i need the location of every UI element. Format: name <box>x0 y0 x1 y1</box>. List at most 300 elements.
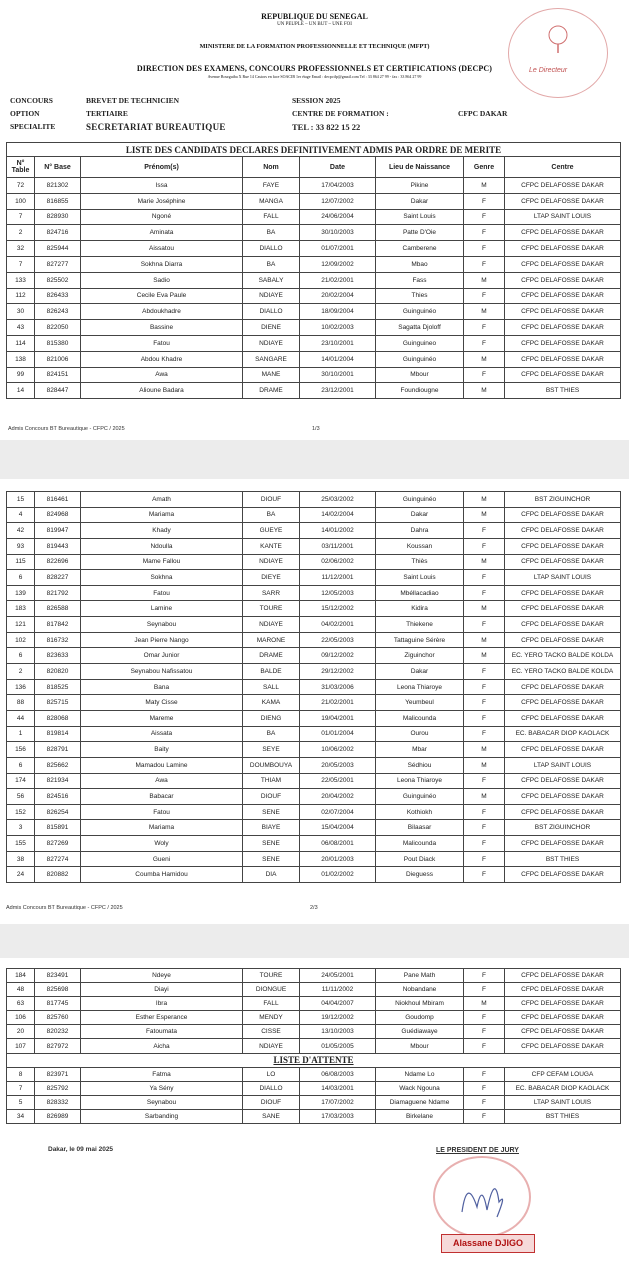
cell-date: 02/07/2004 <box>300 804 376 820</box>
cell-nom: FAYE <box>243 178 300 194</box>
cell-lieu: Diamaguene Ndame <box>376 1095 464 1109</box>
table-row <box>7 523 621 539</box>
cell-prenom: Coumba Hamidou <box>81 867 243 883</box>
cell-centre: CFPC DELAFOSSE DAKAR <box>505 241 621 257</box>
cell-prenom: Diayi <box>81 983 243 997</box>
cell-prenom: Aicha <box>81 1039 243 1053</box>
cell-prenom: Ngoné <box>81 209 243 225</box>
cell-lieu: Dieguess <box>376 867 464 883</box>
cell-prenom: Mame Fallou <box>81 554 243 570</box>
cell-base: 816732 <box>35 632 81 648</box>
cell-table: 48 <box>7 983 35 997</box>
cell-base: 825792 <box>35 1081 81 1095</box>
cell-lieu: Dakar <box>376 507 464 523</box>
cell-prenom: Awa <box>81 367 243 383</box>
cell-base: 821006 <box>35 351 81 367</box>
cell-prenom: Aminata <box>81 225 243 241</box>
cell-base: 819947 <box>35 523 81 539</box>
cell-lieu: Kothiokh <box>376 804 464 820</box>
table-row <box>7 983 621 997</box>
cell-lieu: Pane Math <box>376 969 464 983</box>
cell-lieu: Saint Louis <box>376 209 464 225</box>
cell-nom: THIAM <box>243 773 300 789</box>
cell-table: 136 <box>7 679 35 695</box>
cell-lieu: Mbéllacadiao <box>376 585 464 601</box>
table-row <box>7 225 621 241</box>
cell-nom: DIALLO <box>243 304 300 320</box>
cell-centre: EC. BABACAR DIOP KAOLACK <box>505 1081 621 1095</box>
cell-date: 04/02/2001 <box>300 617 376 633</box>
table-row <box>7 710 621 726</box>
cell-lieu: Sagatta Djoloff <box>376 320 464 336</box>
cell-prenom: Mamadou Lamine <box>81 757 243 773</box>
cell-prenom: Fatou <box>81 585 243 601</box>
cell-date: 14/01/2004 <box>300 351 376 367</box>
cell-centre: CFPC DELAFOSSE DAKAR <box>505 617 621 633</box>
cell-nom: BA <box>243 256 300 272</box>
cell-base: 817745 <box>35 997 81 1011</box>
table-row <box>7 773 621 789</box>
cell-lieu: Guinguinéo <box>376 304 464 320</box>
cell-base: 815380 <box>35 335 81 351</box>
cell-centre: CFPC DELAFOSSE DAKAR <box>505 632 621 648</box>
cell-nom: DIEYE <box>243 570 300 586</box>
col-centre: Centre <box>505 157 621 178</box>
table-row <box>7 664 621 680</box>
cell-date: 22/05/2003 <box>300 632 376 648</box>
cell-lieu: Guinguinéo <box>376 492 464 508</box>
table-row <box>7 570 621 586</box>
cell-genre: F <box>464 335 505 351</box>
cell-date: 02/06/2002 <box>300 554 376 570</box>
cell-lieu: Niokhoul Mbiram <box>376 997 464 1011</box>
cell-centre: LTAP SAINT LOUIS <box>505 570 621 586</box>
cell-genre: F <box>464 820 505 836</box>
cell-centre: BST ZIGUINCHOR <box>505 492 621 508</box>
cell-genre: M <box>464 997 505 1011</box>
table-row <box>7 1067 621 1081</box>
cell-prenom: Sarbanding <box>81 1109 243 1123</box>
cell-centre: CFPC DELAFOSSE DAKAR <box>505 804 621 820</box>
cell-date: 17/04/2003 <box>300 178 376 194</box>
cell-centre: EC. BABACAR DIOP KAOLACK <box>505 726 621 742</box>
cell-lieu: Ndame Lo <box>376 1067 464 1081</box>
cell-prenom: Bana <box>81 679 243 695</box>
cell-base: 822696 <box>35 554 81 570</box>
signature-scribble <box>437 1162 527 1232</box>
cell-genre: F <box>464 193 505 209</box>
cell-genre: F <box>464 585 505 601</box>
table-row <box>7 178 621 194</box>
cell-lieu: Fass <box>376 272 464 288</box>
direction-title: DIRECTION DES EXAMENS, CONCOURS PROFESSIONNELS ET CERTIFICATIONS (DECPC) <box>136 64 493 73</box>
cell-date: 14/02/2004 <box>300 507 376 523</box>
cell-prenom: Gueni <box>81 851 243 867</box>
cell-lieu: Mbour <box>376 367 464 383</box>
cell-lieu: Guinguinéo <box>376 789 464 805</box>
jury-president-label: LE PRESIDENT DE JURY <box>436 1147 519 1154</box>
cell-genre: F <box>464 983 505 997</box>
cell-nom: DIOUF <box>243 789 300 805</box>
cell-table: 6 <box>7 648 35 664</box>
cell-genre: F <box>464 1109 505 1123</box>
cell-base: 826588 <box>35 601 81 617</box>
table-row <box>7 304 621 320</box>
cell-centre: EC. YERO TACKO BALDE KOLDA <box>505 648 621 664</box>
cell-date: 10/06/2002 <box>300 742 376 758</box>
cell-base: 819443 <box>35 538 81 554</box>
cell-nom: BALDE <box>243 664 300 680</box>
cell-nom: BIAYE <box>243 820 300 836</box>
cell-genre: F <box>464 523 505 539</box>
signature-date: Dakar, le 09 mai 2025 <box>48 1146 114 1153</box>
centre-value: CFPC DAKAR <box>458 109 508 118</box>
cell-base: 823633 <box>35 648 81 664</box>
cell-date: 04/04/2007 <box>300 997 376 1011</box>
cell-centre: CFPC DELAFOSSE DAKAR <box>505 523 621 539</box>
cell-lieu: Leona Thiaroye <box>376 679 464 695</box>
cell-base: 827277 <box>35 256 81 272</box>
cell-table: 88 <box>7 695 35 711</box>
col-genre: Genre <box>464 157 505 178</box>
cell-lieu: Thiekene <box>376 617 464 633</box>
cell-date: 01/05/2005 <box>300 1039 376 1053</box>
cell-genre: F <box>464 1095 505 1109</box>
cell-table: 7 <box>7 209 35 225</box>
cell-date: 06/08/2003 <box>300 1067 376 1081</box>
cell-base: 821934 <box>35 773 81 789</box>
cell-prenom: Fatou <box>81 335 243 351</box>
cell-base: 822050 <box>35 320 81 336</box>
cell-lieu: Leona Thiaroye <box>376 773 464 789</box>
cell-lieu: Mbar <box>376 742 464 758</box>
table-row <box>7 507 621 523</box>
table-row <box>7 209 621 225</box>
cell-base: 820232 <box>35 1025 81 1039</box>
table-row <box>7 1025 621 1039</box>
cell-date: 19/12/2002 <box>300 1011 376 1025</box>
session-label: SESSION 2025 <box>292 96 341 105</box>
cell-lieu: Thies <box>376 288 464 304</box>
director-stamp <box>508 8 608 98</box>
cell-nom: TOURE <box>243 601 300 617</box>
cell-date: 23/12/2001 <box>300 383 376 399</box>
cell-nom: KANTE <box>243 538 300 554</box>
cell-lieu: Guédiawaye <box>376 1025 464 1039</box>
cell-nom: LO <box>243 1067 300 1081</box>
signer-name: Alassane DJIGO <box>441 1234 535 1253</box>
cell-base: 825944 <box>35 241 81 257</box>
national-motto: UN PEUPLE – UN BUT – UNE FOI <box>277 22 352 27</box>
cell-nom: DIOUF <box>243 492 300 508</box>
cell-nom: NDIAYE <box>243 288 300 304</box>
option-label: OPTION <box>10 109 40 118</box>
cell-centre: BST THIES <box>505 851 621 867</box>
cell-table: 138 <box>7 351 35 367</box>
table-row <box>7 969 621 983</box>
cell-base: 827274 <box>35 851 81 867</box>
cell-lieu: Sédhiou <box>376 757 464 773</box>
table-row <box>7 867 621 883</box>
cell-nom: SABALY <box>243 272 300 288</box>
cell-prenom: Mariama <box>81 507 243 523</box>
cell-date: 19/04/2001 <box>300 710 376 726</box>
cell-genre: M <box>464 554 505 570</box>
cell-prenom: Ya Sény <box>81 1081 243 1095</box>
cell-table: 72 <box>7 178 35 194</box>
cell-table: 102 <box>7 632 35 648</box>
cell-prenom: Awa <box>81 773 243 789</box>
cell-genre: M <box>464 757 505 773</box>
cell-genre: F <box>464 570 505 586</box>
admitted-table-page-2 <box>6 491 621 883</box>
cell-date: 20/02/2004 <box>300 288 376 304</box>
document-page-2 <box>0 479 629 924</box>
cell-prenom: Ndoulla <box>81 538 243 554</box>
cell-prenom: Seynabou <box>81 1095 243 1109</box>
cell-nom: DIONGUE <box>243 983 300 997</box>
cell-nom: BA <box>243 225 300 241</box>
cell-centre: CFPC DELAFOSSE DAKAR <box>505 742 621 758</box>
cell-prenom: Seynabou Nafissatou <box>81 664 243 680</box>
cell-nom: SEYE <box>243 742 300 758</box>
cell-table: 106 <box>7 1011 35 1025</box>
cell-prenom: Abdoukhadre <box>81 304 243 320</box>
cell-base: 828791 <box>35 742 81 758</box>
cell-genre: F <box>464 1081 505 1095</box>
cell-base: 825715 <box>35 695 81 711</box>
table-row <box>7 1109 621 1123</box>
cell-date: 11/11/2002 <box>300 983 376 997</box>
cell-date: 20/04/2002 <box>300 789 376 805</box>
cell-centre: BST THIES <box>505 1109 621 1123</box>
cell-base: 828332 <box>35 1095 81 1109</box>
cell-centre: CFPC DELAFOSSE DAKAR <box>505 585 621 601</box>
cell-centre: BST ZIGUINCHOR <box>505 820 621 836</box>
cell-date: 11/12/2001 <box>300 570 376 586</box>
cell-nom: MENDY <box>243 1011 300 1025</box>
cell-table: 6 <box>7 757 35 773</box>
cell-centre: CFPC DELAFOSSE DAKAR <box>505 997 621 1011</box>
cell-table: 38 <box>7 851 35 867</box>
table-row <box>7 1081 621 1095</box>
cell-table: 107 <box>7 1039 35 1053</box>
cell-centre: CFPC DELAFOSSE DAKAR <box>505 695 621 711</box>
table-row <box>7 241 621 257</box>
cell-nom: DRAME <box>243 648 300 664</box>
cell-table: 42 <box>7 523 35 539</box>
table-row <box>7 367 621 383</box>
cell-lieu: Birkelane <box>376 1109 464 1123</box>
cell-base: 823491 <box>35 969 81 983</box>
cell-prenom: Cecile Eva Paule <box>81 288 243 304</box>
table-row <box>7 585 621 601</box>
page-number: 2/3 <box>310 905 318 911</box>
cell-date: 17/07/2002 <box>300 1095 376 1109</box>
cell-nom: KAMA <box>243 695 300 711</box>
table-row <box>7 804 621 820</box>
cell-base: 828068 <box>35 710 81 726</box>
cell-prenom: Bassine <box>81 320 243 336</box>
cell-genre: F <box>464 1067 505 1081</box>
cell-date: 12/05/2003 <box>300 585 376 601</box>
cell-nom: DOUMBOUYA <box>243 757 300 773</box>
table-row <box>7 851 621 867</box>
cell-lieu: Mbao <box>376 256 464 272</box>
cell-centre: CFPC DELAFOSSE DAKAR <box>505 272 621 288</box>
cell-base: 825662 <box>35 757 81 773</box>
cell-lieu: Tattaguine Sérère <box>376 632 464 648</box>
cell-table: 32 <box>7 241 35 257</box>
cell-date: 01/01/2004 <box>300 726 376 742</box>
cell-lieu: Koussan <box>376 538 464 554</box>
cell-centre: CFPC DELAFOSSE DAKAR <box>505 773 621 789</box>
cell-date: 22/05/2001 <box>300 773 376 789</box>
cell-table: 43 <box>7 320 35 336</box>
cell-base: 826433 <box>35 288 81 304</box>
cell-genre: F <box>464 679 505 695</box>
cell-prenom: Amath <box>81 492 243 508</box>
col-prenom: Prénom(s) <box>81 157 243 178</box>
cell-lieu: Foundiougne <box>376 383 464 399</box>
cell-date: 10/02/2003 <box>300 320 376 336</box>
table-row <box>7 320 621 336</box>
cell-prenom: Babacar <box>81 789 243 805</box>
table-row <box>7 1039 621 1053</box>
cell-date: 25/03/2002 <box>300 492 376 508</box>
cell-base: 818525 <box>35 679 81 695</box>
table-row <box>7 272 621 288</box>
cell-genre: M <box>464 304 505 320</box>
cell-table: 7 <box>7 256 35 272</box>
cell-date: 12/09/2002 <box>300 256 376 272</box>
cell-lieu: Kidira <box>376 601 464 617</box>
document-page-3 <box>0 958 629 1280</box>
cell-genre: F <box>464 538 505 554</box>
cell-lieu: Guinguineo <box>376 335 464 351</box>
admitted-table-page-1 <box>6 142 621 399</box>
cell-prenom: Sokhna Diarra <box>81 256 243 272</box>
cell-centre: CFPC DELAFOSSE DAKAR <box>505 304 621 320</box>
table-row <box>7 1011 621 1025</box>
table-row <box>7 335 621 351</box>
col-date: Date <box>300 157 376 178</box>
cell-date: 21/02/2001 <box>300 695 376 711</box>
table-row <box>7 492 621 508</box>
cell-lieu: Patte D'Oie <box>376 225 464 241</box>
table-row <box>7 288 621 304</box>
cell-table: 1 <box>7 726 35 742</box>
cell-prenom: Woly <box>81 836 243 852</box>
cell-table: 4 <box>7 507 35 523</box>
cell-lieu: Thiès <box>376 554 464 570</box>
cell-centre: CFPC DELAFOSSE DAKAR <box>505 256 621 272</box>
tree-emblem-icon <box>541 23 575 57</box>
cell-table: 121 <box>7 617 35 633</box>
cell-base: 820882 <box>35 867 81 883</box>
cell-centre: CFPC DELAFOSSE DAKAR <box>505 836 621 852</box>
cell-nom: SANGARE <box>243 351 300 367</box>
cell-date: 18/09/2004 <box>300 304 376 320</box>
cell-base: 828930 <box>35 209 81 225</box>
cell-nom: SALL <box>243 679 300 695</box>
col-lieu: Lieu de Naissance <box>376 157 464 178</box>
table-row <box>7 997 621 1011</box>
cell-base: 828447 <box>35 383 81 399</box>
cell-centre: CFPC DELAFOSSE DAKAR <box>505 679 621 695</box>
cell-table: 15 <box>7 492 35 508</box>
cell-genre: F <box>464 367 505 383</box>
cell-centre: CFPC DELAFOSSE DAKAR <box>505 554 621 570</box>
cell-centre: EC. YERO TACKO BALDE KOLDA <box>505 664 621 680</box>
cell-date: 06/08/2001 <box>300 836 376 852</box>
cell-genre: F <box>464 695 505 711</box>
table-row <box>7 601 621 617</box>
cell-nom: SENE <box>243 836 300 852</box>
page-footer: Admis Concours BT Bureautique - CFPC / 2025 <box>8 426 125 432</box>
cell-nom: SANE <box>243 1109 300 1123</box>
cell-base: 827269 <box>35 836 81 852</box>
cell-genre: F <box>464 664 505 680</box>
cell-date: 14/03/2001 <box>300 1081 376 1095</box>
cell-centre: CFP CEFAM LOUGA <box>505 1067 621 1081</box>
cell-table: 93 <box>7 538 35 554</box>
cell-date: 24/05/2001 <box>300 969 376 983</box>
cell-centre: LTAP SAINT LOUIS <box>505 1095 621 1109</box>
cell-centre: CFPC DELAFOSSE DAKAR <box>505 507 621 523</box>
cell-table: 156 <box>7 742 35 758</box>
cell-prenom: Omar Junior <box>81 648 243 664</box>
table-row <box>7 820 621 836</box>
option-value: TERTIAIRE <box>86 109 128 118</box>
table-row <box>7 648 621 664</box>
page-footer: Admis Concours BT Bureautique - CFPC / 2025 <box>6 905 123 911</box>
cell-lieu: Malicounda <box>376 836 464 852</box>
cell-base: 827972 <box>35 1039 81 1053</box>
cell-base: 825760 <box>35 1011 81 1025</box>
cell-nom: NDIAYE <box>243 335 300 351</box>
cell-nom: NDIAYE <box>243 554 300 570</box>
cell-genre: F <box>464 726 505 742</box>
ministry-title: MINISTERE DE LA FORMATION PROFESSIONNELLE ET TECHNIQUE (MFPT) <box>199 43 430 50</box>
cell-nom: SENE <box>243 804 300 820</box>
cell-prenom: Fatou <box>81 804 243 820</box>
cell-nom: MANE <box>243 367 300 383</box>
cell-prenom: Fatoumata <box>81 1025 243 1039</box>
page-number: 1/3 <box>312 426 320 432</box>
cell-lieu: Nobandane <box>376 983 464 997</box>
cell-lieu: Dahra <box>376 523 464 539</box>
specialite-label: SPECIALITE <box>10 122 56 131</box>
table-row <box>7 554 621 570</box>
cell-date: 13/10/2003 <box>300 1025 376 1039</box>
telephone: TEL : 33 822 15 22 <box>292 121 361 132</box>
cell-base: 815891 <box>35 820 81 836</box>
cell-centre: CFPC DELAFOSSE DAKAR <box>505 193 621 209</box>
table-row <box>7 617 621 633</box>
cell-prenom: Mariama <box>81 820 243 836</box>
waiting-list-title-row <box>7 1053 621 1067</box>
cell-centre: CFPC DELAFOSSE DAKAR <box>505 1039 621 1053</box>
exam-meta <box>6 93 621 134</box>
cell-table: 152 <box>7 804 35 820</box>
cell-table: 5 <box>7 1095 35 1109</box>
cell-nom: FALL <box>243 209 300 225</box>
cell-table: 20 <box>7 1025 35 1039</box>
cell-lieu: Wack Ngouna <box>376 1081 464 1095</box>
cell-date: 17/03/2003 <box>300 1109 376 1123</box>
cell-base: 826989 <box>35 1109 81 1123</box>
